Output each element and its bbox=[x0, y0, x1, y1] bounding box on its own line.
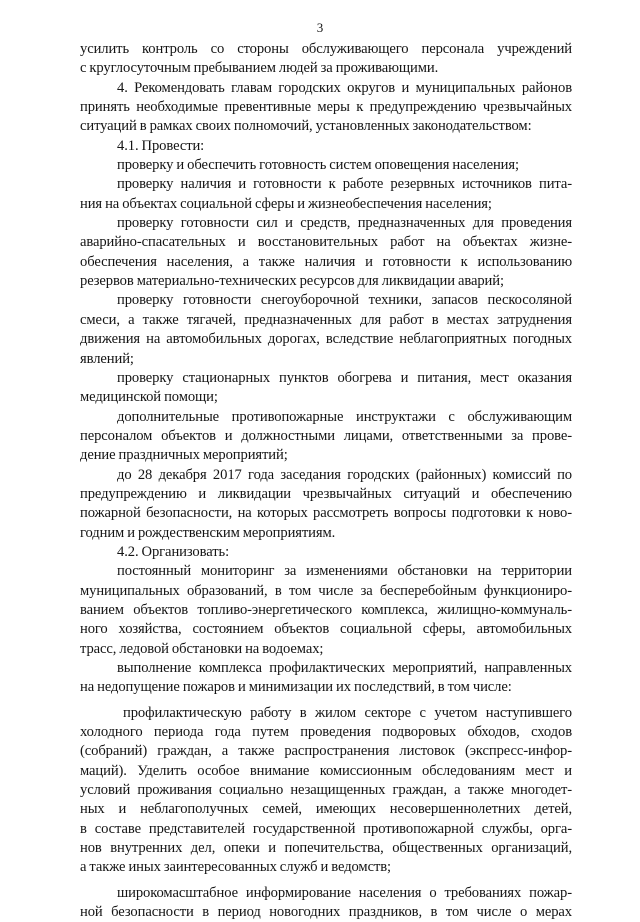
paragraph-line: проверку и обеспечить готовность систем оповещения населения; bbox=[117, 157, 519, 174]
paragraph-line: трасс, ледовой обстановки на водоемах; bbox=[80, 640, 324, 657]
paragraph-line: принять необходимые превентивные меры к предупреждению чрезвычайных bbox=[80, 99, 572, 116]
paragraph-line: на недопущение пожаров и минимизации их последствий, в том числе: bbox=[80, 679, 512, 696]
paragraph-line: а также иных заинтересованных служб и ведомств; bbox=[80, 859, 391, 876]
paragraph-line: проверку готовности снегоуборочной техники, запасов пескосоляной bbox=[117, 292, 572, 309]
paragraph-line: широкомасштабное информирование населения о требованиях пожар- bbox=[117, 884, 572, 901]
paragraph-line: смеси, а также тягачей, предназначенных для работ в местах затруднения bbox=[80, 311, 572, 328]
paragraph-line: резервов материально-технических ресурсов для ликвидации аварий; bbox=[80, 273, 504, 290]
paragraph-line: в составе представителей государственной противопожарной службы, орга- bbox=[80, 820, 572, 837]
paragraph-line: обеспечения населения, а также наличия и готовности к использованию bbox=[80, 253, 572, 270]
paragraph-line: ванием объектов топливо-энергетического комплекса, жилищно-коммуналь- bbox=[80, 601, 572, 618]
section-heading: 4.1. Провести: bbox=[117, 137, 205, 154]
paragraph-line: условий проживания социально незащищенных граждан, а также многодет- bbox=[80, 782, 572, 799]
paragraph-line: дение праздничных мероприятий; bbox=[80, 447, 288, 464]
document-body bbox=[80, 40, 572, 922]
page-number: 3 bbox=[316, 20, 324, 35]
paragraph-line: до 28 декабря 2017 года заседания городских (районных) комиссий по bbox=[117, 466, 572, 483]
paragraph-line: годним и рождественским мероприятиям. bbox=[80, 524, 336, 541]
paragraph-line: усилить контроль со стороны обслуживающего персонала учреждений bbox=[80, 41, 572, 57]
paragraph-line: предупреждению и ликвидации чрезвычайных ситуаций и обеспечению bbox=[80, 485, 572, 502]
paragraph-line: пожарной безопасности, на которых рассмотреть вопросы подготовки к ново- bbox=[80, 505, 572, 522]
paragraph-line: с круглосуточным пребыванием людей за проживающими. bbox=[80, 60, 439, 77]
paragraph-line: ного хозяйства, состоянием объектов социальной сферы, автомобильных bbox=[80, 621, 572, 638]
paragraph-line: маций). Уделить особое внимание комиссионным обследованиям мест и bbox=[80, 762, 572, 779]
paragraph-line: персоналом объектов и должностными лицами, ответственными за прове- bbox=[80, 427, 572, 444]
paragraph-line: движения на автомобильных дорогах, вследствие неблагоприятных погодных bbox=[80, 331, 572, 348]
paragraph-line: ситуаций в рамках своих полномочий, установленных законодательством: bbox=[80, 118, 532, 135]
paragraph-line: постоянный мониторинг за изменениями обстановки на территории bbox=[117, 563, 572, 580]
paragraph-line: проверку стационарных пунктов обогрева и питания, мест оказания bbox=[117, 369, 572, 386]
paragraph-line: ния на объектах социальной сферы и жизнеобеспечения населения; bbox=[80, 195, 492, 212]
paragraph-line: проверку готовности сил и средств, предназначенных для проведения bbox=[117, 215, 572, 232]
paragraph-line: 4. Рекомендовать главам городских округов и муниципальных районов bbox=[117, 79, 572, 96]
paragraph-line: холодного периода года путем проведения подворовых обходов, сходов bbox=[80, 724, 572, 741]
section-heading: 4.2. Организовать: bbox=[117, 543, 230, 560]
paragraph-line: (собраний) граждан, а также распространения листовок (экспресс-инфор- bbox=[80, 743, 572, 760]
paragraph-line: ной безопасности в период новогодних праздников, в том числе о мерах bbox=[80, 904, 572, 921]
paragraph-line: нов внутренних дел, опеки и попечительства, общественных организаций, bbox=[80, 840, 572, 857]
paragraph-line: дополнительные противопожарные инструктажи с обслуживающим bbox=[117, 408, 572, 425]
paragraph-line: выполнение комплекса профилактических мероприятий, направленных bbox=[117, 660, 572, 676]
paragraph-line: профилактическую работу в жилом секторе с учетом наступившего bbox=[123, 704, 572, 721]
paragraph-line: явлений; bbox=[80, 350, 134, 367]
paragraph-line: муниципальных образований, в том числе за бесперебойным функциониро- bbox=[80, 582, 572, 599]
paragraph-line: медицинской помощи; bbox=[80, 389, 218, 406]
paragraph-line: проверку наличия и готовности к работе резервных источников пита- bbox=[117, 176, 572, 193]
paragraph-line: аварийно-спасательных и восстановительных работ на объектах жизне- bbox=[80, 234, 572, 251]
paragraph-line: ных и неблагополучных семей, имеющих несовершеннолетних детей, bbox=[80, 801, 572, 818]
